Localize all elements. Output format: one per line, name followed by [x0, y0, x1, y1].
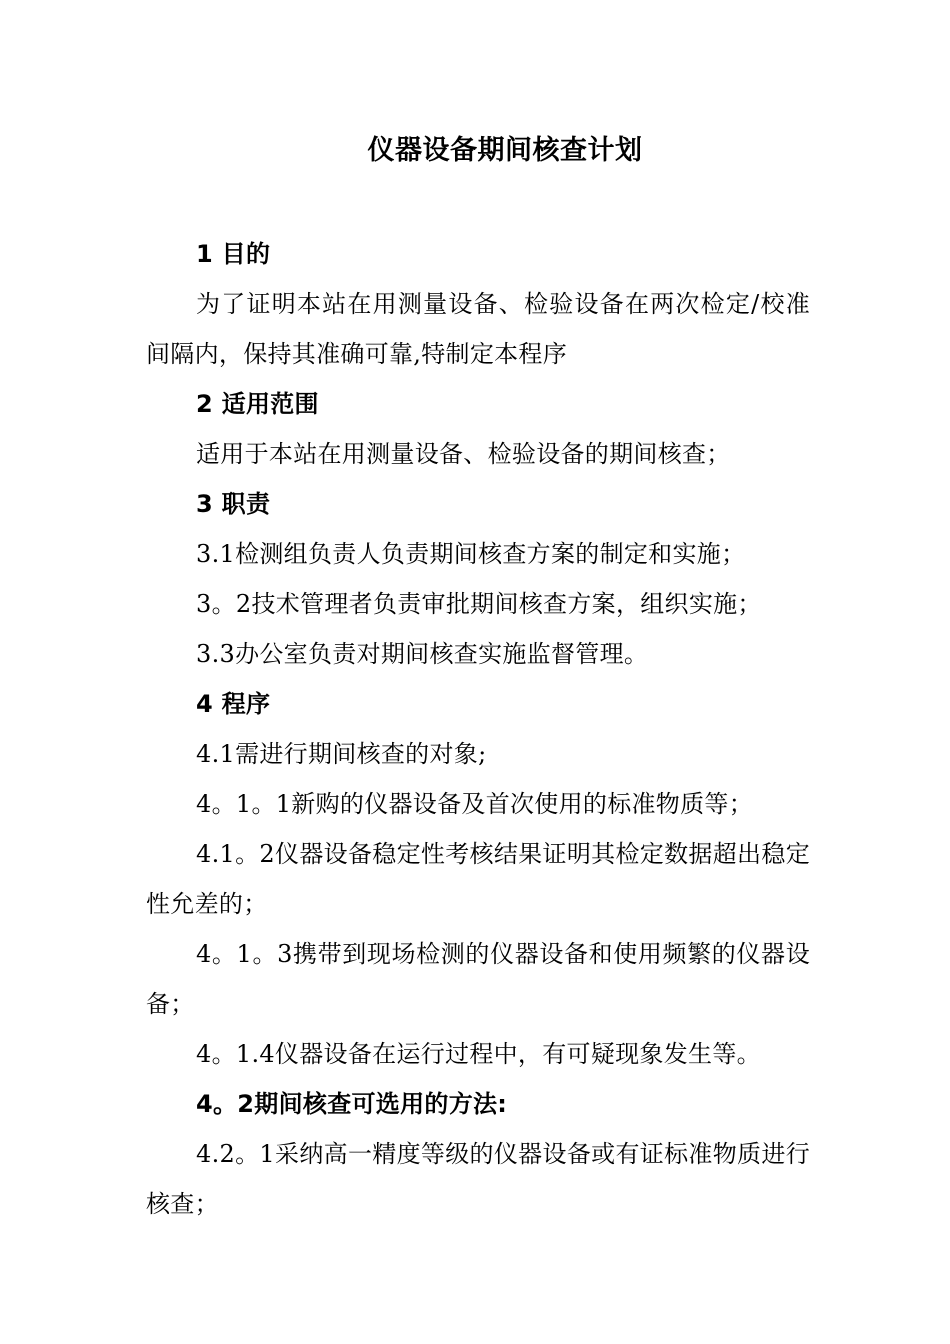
paragraph-3-1: 3.1检测组负责人负责期间核查方案的制定和实施；: [196, 540, 746, 568]
paragraph-4-1-4: 4。1.4仪器设备在运行过程中，有可疑现象发生等。: [196, 1040, 761, 1068]
paragraph-4-1: 4.1需进行期间核查的对象;: [196, 740, 487, 768]
section-heading-procedure: 4 程序: [196, 690, 271, 718]
section-heading-4-2: 4。2期间核查可选用的方法:: [196, 1090, 508, 1118]
section-heading-scope: 2 适用范围: [196, 390, 319, 418]
document-title: 仪器设备期间核查计划: [367, 135, 643, 166]
section-heading-responsibilities: 3 职责: [196, 490, 271, 518]
paragraph-4-1-1: 4。1。1新购的仪器设备及首次使用的标准物质等；: [196, 790, 754, 818]
paragraph-scope: 适用于本站在用测量设备、检验设备的期间核查；: [196, 440, 731, 468]
paragraph-4-1-3: 4。1。3携带到现场检测的仪器设备和使用频繁的仪器设备；: [146, 940, 810, 1018]
paragraph-4-2-1: 4.2。1采纳高一精度等级的仪器设备或有证标准物质进行核查；: [146, 1140, 810, 1218]
paragraph-3-3: 3.3办公室负责对期间核查实施监督管理。: [196, 640, 649, 668]
paragraph-3-2: 3。2技术管理者负责审批期间核查方案，组织实施；: [196, 590, 762, 618]
paragraph-purpose: 为了证明本站在用测量设备、检验设备在两次检定/校准间隔内，保持其准确可靠,特制定本程序: [146, 290, 810, 368]
section-heading-purpose: 1 目的: [196, 240, 271, 268]
paragraph-4-1-2: 4.1。2仪器设备稳定性考核结果证明其检定数据超出稳定性允差的；: [146, 840, 810, 918]
document-body: [146, 229, 810, 1229]
